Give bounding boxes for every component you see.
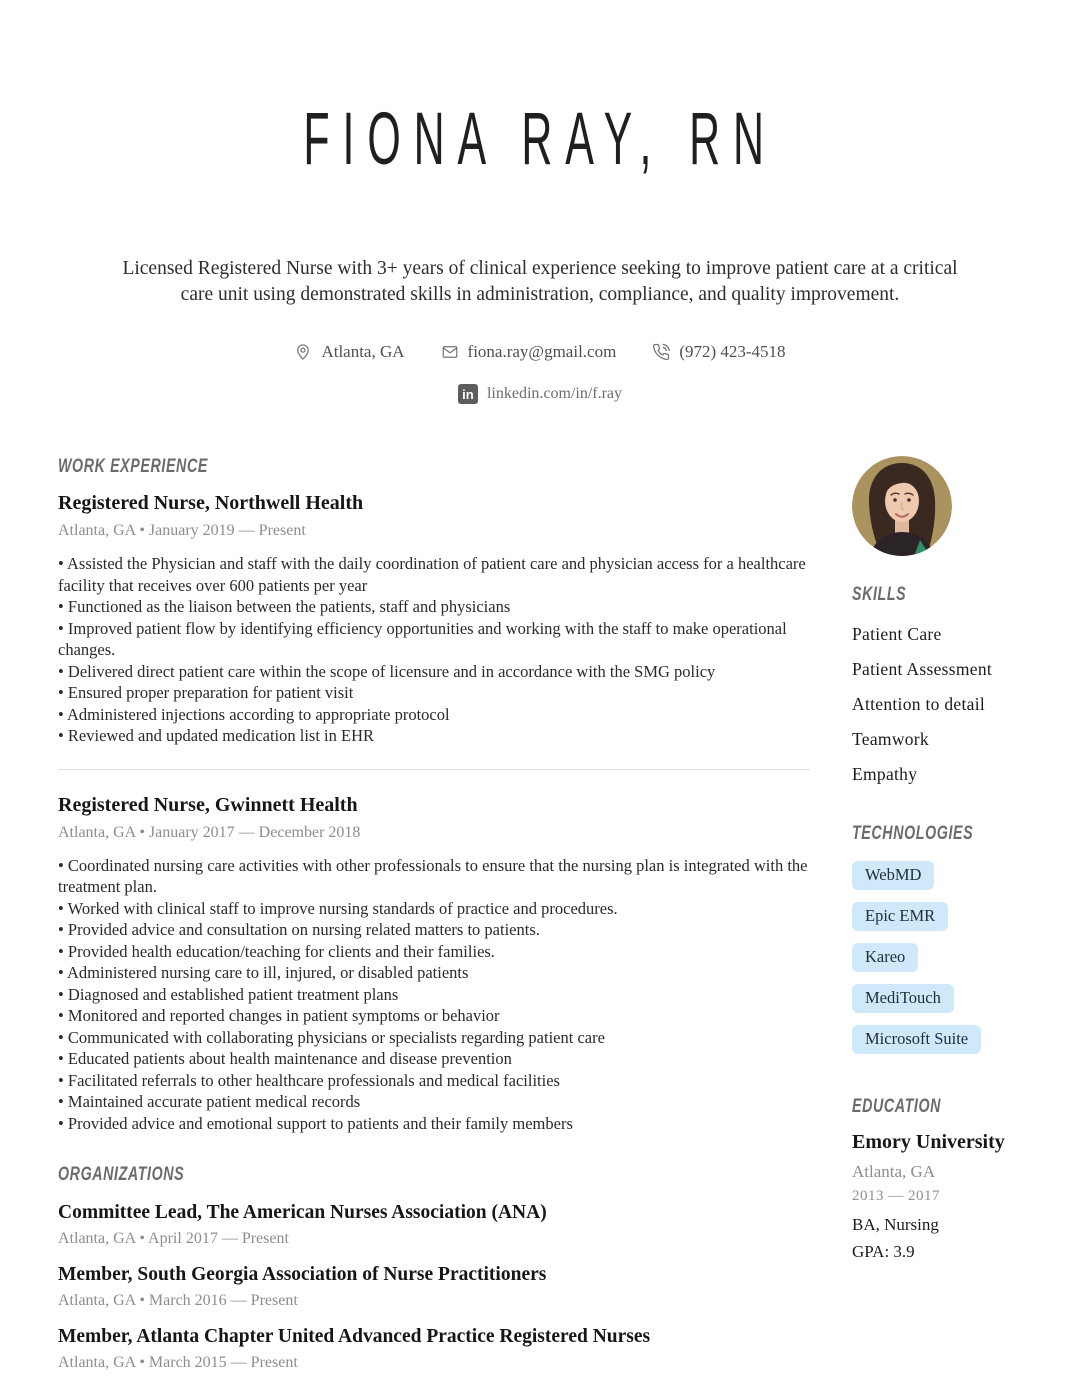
summary-text: Licensed Registered Nurse with 3+ years of clinical experience seeking to improve patient care at a critical care unit using demonstrated skills in administration, compliance, and quality improvement. [122,258,958,306]
job-northwell [58,492,810,747]
job-meta: Atlanta, GA • January 2017 — December 2018 [58,823,361,841]
bullet-point: • Monitored and reported changes in patient symptoms or behavior [58,1005,810,1027]
name-wrap [0,46,1080,230]
organization-item [58,1326,810,1372]
skill-item: Patient Care [852,624,942,644]
technology-badge: WebMD [852,861,934,890]
organization-title: Member, Atlanta Chapter United Advanced Practice Registered Nurses [58,1326,651,1347]
bullet-point: • Assisted the Physician and staff with the daily coordination of patient care and physician access for a healthcare facility that receives over 600 patients per year [58,553,810,596]
education-location: Atlanta, GA [852,1162,936,1181]
technology-badge: Kareo [852,943,918,972]
bullet-point: • Ensured proper preparation for patient visit [58,682,810,704]
contact-row-linkedin [0,384,1080,404]
section-heading-organizations: ORGANIZATIONS [58,1164,185,1185]
job-bullets [58,553,810,747]
job-bullets [58,855,810,1135]
organization-meta: Atlanta, GA • March 2015 — Present [58,1354,298,1371]
page-title: FIONA RAY, RN [303,96,777,180]
contact-email-label: fiona.ray@gmail.com [467,342,617,361]
organization-meta: Atlanta, GA • April 2017 — Present [58,1230,289,1247]
linkedin-icon: in [458,384,478,404]
contact-linkedin-label: linkedin.com/in/f.ray [486,385,623,402]
technology-badge: Epic EMR [852,902,948,931]
contact-location [294,342,404,362]
section-heading-work-experience: WORK EXPERIENCE [58,456,208,477]
location-pin-icon [294,343,312,361]
organization-title: Member, South Georgia Association of Nurse Practitioners [58,1264,547,1285]
contact-linkedin [458,384,622,404]
skills-list [852,624,1026,785]
section-heading-education: EDUCATION [852,1096,942,1117]
sidebar [852,456,1026,1262]
education-gpa: GPA: 3.9 [852,1242,915,1261]
skill-item: Patient Assessment [852,659,993,679]
contact-phone-label: (972) 423-4518 [679,342,786,361]
bullet-point: • Improved patient flow by identifying efficiency opportunities and working with the staff to make operational changes. [58,618,810,661]
bullet-point: • Communicated with collaborating physicians or specialists regarding patient care [58,1027,810,1049]
skill-item: Attention to detail [852,694,986,714]
bullet-point: • Delivered direct patient care within the scope of licensure and in accordance with the SMG policy [58,661,810,683]
bullet-point: • Reviewed and updated medication list in EHR [58,725,810,747]
profile-photo [852,456,952,556]
skill-item: Teamwork [852,729,929,749]
contact-row [0,342,1080,362]
main-column [58,456,810,1372]
bullet-point: • Maintained accurate patient medical records [58,1091,810,1113]
organization-item [58,1264,810,1310]
organization-meta: Atlanta, GA • March 2016 — Present [58,1292,298,1309]
section-heading-skills: SKILLS [852,584,907,605]
education-degree: BA, Nursing [852,1215,939,1234]
technologies-list [852,861,1026,1054]
contact-location-label: Atlanta, GA [321,342,405,361]
job-title: Registered Nurse, Northwell Health [58,492,364,514]
education-dates: 2013 — 2017 [852,1188,940,1204]
organizations-list [58,1202,810,1372]
organization-title: Committee Lead, The American Nurses Association (ANA) [58,1202,547,1223]
education-school: Emory University [852,1131,1005,1153]
job-title: Registered Nurse, Gwinnett Health [58,793,358,816]
skill-item: Empathy [852,764,918,784]
bullet-point: • Functioned as the liaison between the patients, staff and physicians [58,596,810,618]
phone-icon [652,343,670,361]
bullet-point: • Worked with clinical staff to improve nursing standards of practice and procedures. [58,898,810,920]
resume-header [0,46,1080,404]
resume-body [58,456,1026,1372]
bullet-point: • Provided advice and consultation on nursing related matters to patients. [58,919,810,941]
technology-badge: MediTouch [852,984,954,1013]
bullet-point: • Educated patients about health maintenance and disease prevention [58,1048,810,1070]
job-divider [58,769,810,770]
bullet-point: • Coordinated nursing care activities with other professionals to ensure that the nursing plan is integrated with the treatment plan. [58,855,810,898]
envelope-icon [441,343,459,361]
bullet-point: • Diagnosed and established patient treatment plans [58,984,810,1006]
contact-phone [652,342,785,362]
bullet-point: • Administered nursing care to ill, injured, or disabled patients [58,962,810,984]
bullet-point: • Administered injections according to appropriate protocol [58,704,810,726]
technology-badge: Microsoft Suite [852,1025,981,1054]
section-heading-technologies: TECHNOLOGIES [852,823,974,844]
job-meta: Atlanta, GA • January 2019 — Present [58,522,306,539]
bullet-point: • Facilitated referrals to other healthcare professionals and medical facilities [58,1070,810,1092]
bullet-point: • Provided advice and emotional support to patients and their family members [58,1113,810,1135]
organization-item [58,1202,810,1248]
contact-email [441,342,617,362]
bullet-point: • Provided health education/teaching for clients and their families. [58,941,810,963]
job-gwinnett [58,794,810,1135]
